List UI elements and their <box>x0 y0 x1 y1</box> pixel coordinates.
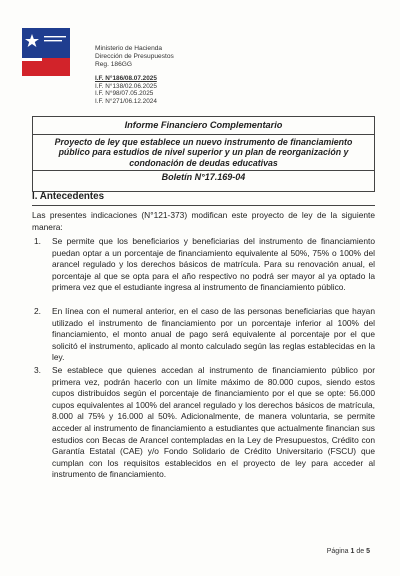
title-box <box>32 116 375 192</box>
page-number <box>327 548 370 555</box>
page-current: 1 <box>350 548 355 555</box>
page-total: 5 <box>366 548 370 555</box>
item-number: 2. <box>34 306 41 316</box>
item-number: 3. <box>34 365 41 375</box>
reference-line: I.F. N°186/08.07.2025 <box>95 75 157 82</box>
page-label: Página <box>326 548 349 555</box>
reference-line: I.F. N°98/07.05.2025 <box>95 90 154 98</box>
item-text: Se establece que quienes accedan al instrumento de financiamiento público por primera vez, podrán hacerlo con un límite máximo de 80.000 cupos, siendo estos cupos distribuidos según el porcentaje de financiamiento por el que se opte: 56.000 cupos equivalentes al 100% del arancel regulado y los derechos básicos de matrícula, 8.000 al 75% y 16.000 al 50%. Adicionalmente, de manera voluntaria, se permite acceder al instrumento de financiamiento a estudiantes que actualmente financian sus estudios con Becas de Arancel contempladas en la Ley de Presupuestos, Crédito con Garantía Estatal (CAE) y/o Fondo Solidario de Crédito Universitario (FSCU) que cumplan con los requisitos establecidos en el proyecto de ley para acceder al instrumento de financiamiento. <box>52 365 375 480</box>
reference-line: I.F. N°271/06.12.2024 <box>95 97 157 105</box>
ministry-line: Dirección de Presupuestos <box>95 53 174 61</box>
item-text: Se permite que los beneficiarios y beneficiarias del instrumento de financiamiento puedan optar a un porcentaje de financiamiento equivalente al 50%, 75% o 100% del arancel regulado y los derechos básicos de matrícula. Para su renovación anual, el porcentaje al que se opta para el año respectivo no podrá ser mayor al ya optado la primera vez que el estudiante ingresa al instrumento de financiamiento público. <box>52 236 375 293</box>
ministry-block <box>95 45 174 70</box>
bulletin-number: Boletín N°17.169-04 <box>33 170 374 183</box>
reference-line: I.F. N°138/02.06.2025 <box>95 82 157 90</box>
project-title: Proyecto de ley que establece un nuevo instrumento de financiamiento público para estudios de nivel superior y un plan de reorganización y condonación de deudas educativas <box>54 137 353 168</box>
page-of: de <box>356 548 365 555</box>
ministry-line: Ministerio de Hacienda <box>95 45 163 52</box>
item-text: En línea con el numeral anterior, en el caso de las personas beneficiarias que hayan utilizado el instrumento de financiamiento por un porcentaje inferior al 100% del financiamiento, el monto anual de pago será equivalente al porcentaje por el que solicitó el instrumento, aplicado al monto calculado según las reglas establecidas en la ley. <box>52 306 375 363</box>
government-logo <box>22 28 70 76</box>
report-title: Informe Financiero Complementario <box>33 117 374 135</box>
ministry-line: Reg. 186GG <box>95 61 133 69</box>
intro-paragraph: Las presentes indicaciones (N°121-373) modifican este proyecto de ley de la siguiente manera: <box>32 210 375 232</box>
list-item <box>32 306 375 364</box>
report-references <box>95 75 157 105</box>
list-item <box>32 236 375 294</box>
list-item <box>32 365 375 481</box>
section-heading: I. Antecedentes <box>32 191 375 206</box>
item-number: 1. <box>34 236 41 246</box>
